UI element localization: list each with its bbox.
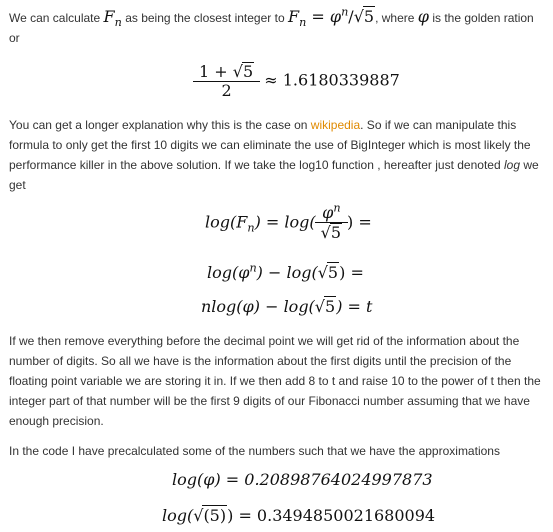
sqrt-symbol: √5 <box>314 297 336 316</box>
phi-symbol: φ <box>417 7 429 26</box>
log-equation-2: $\log(\varphi^n) - \log(√5)$ = <box>207 261 364 282</box>
golden-ratio-approx: ≈ 1.6180339887 <box>264 70 400 90</box>
intro-text-1: We can calculate <box>9 11 101 25</box>
decimal-line-1: If we then remove everything before the decimal point we will get rid of the information about the <box>9 334 520 348</box>
explanation-line-1: You can get a longer explanation why this is the case on wikipedia. So if we can manipulate this <box>9 118 517 132</box>
code-line-1: In the code I have precalculated some of the numbers such that we have the approximations <box>9 444 500 458</box>
golden-ratio-fraction <box>196 62 257 100</box>
explanation-paragraph <box>9 115 547 195</box>
sqrt-symbol: √5 <box>317 263 339 282</box>
intro-paragraph <box>9 6 547 48</box>
explanation-line-4: get <box>9 178 26 192</box>
sqrt-symbol: √(5) <box>193 506 227 525</box>
decimal-line-3: floating point variable we are storing it in. If we then add 8 to t and raise 10 to the power of t then the <box>9 374 541 388</box>
fn-symbol: $F_n$ <box>103 7 122 30</box>
intro-text-3: , where <box>375 11 415 25</box>
sqrt-symbol: √5 <box>320 223 342 242</box>
explanation-line-2: formula to only get the first 10 digits we can eliminate the use of BigInteger which is most likely the <box>9 138 531 152</box>
decimal-line-5: enough precision. <box>9 414 104 428</box>
log-equation-1: $\log(F_n) = \log$( $\frac{\varphi^n}{√5}$ ) = <box>205 201 372 242</box>
decimal-line-2: number of digits. So all we have is the information about the first digits until the precision of the <box>9 354 512 368</box>
wikipedia-link[interactable]: wikipedia <box>310 118 361 132</box>
sqrt-symbol: √5 <box>232 62 254 81</box>
sqrt-symbol: √5 <box>353 7 375 26</box>
intro-line-2: or <box>9 31 20 45</box>
decimal-line-4: integer part of that number will be the first 9 digits of our Fibonacci number assuming that we have <box>9 394 530 408</box>
fraction-numerator: 1 + √5 <box>199 62 254 81</box>
intro-text-2: as being the closest integer to <box>125 11 285 25</box>
closest-integer-formula: $F_n = \varphi^n/√5$ <box>287 5 375 30</box>
log-word: log <box>503 158 520 172</box>
golden-ratio-equation <box>194 62 400 100</box>
intro-line-1 <box>9 6 547 28</box>
intro-text-4: is the golden ration <box>432 11 534 25</box>
approximation-log-phi: log(φ) = 0.20898764024997873 <box>172 470 433 489</box>
approximation-log-sqrt5: log(√(5)) = 0.3494850021680094 <box>162 506 436 525</box>
decimal-point-paragraph <box>9 331 547 431</box>
fraction-denominator: 2 <box>193 81 260 100</box>
log-equation-3: nlog(φ) − log(√5) = t <box>201 297 373 316</box>
code-paragraph <box>9 441 547 461</box>
phi-over-sqrt5-fraction: $\frac{\varphi^n}{√5}$ <box>318 204 345 242</box>
explanation-line-3: performance killer in the above solution. If we take the log10 function , hereafter just denoted log we <box>9 158 539 172</box>
